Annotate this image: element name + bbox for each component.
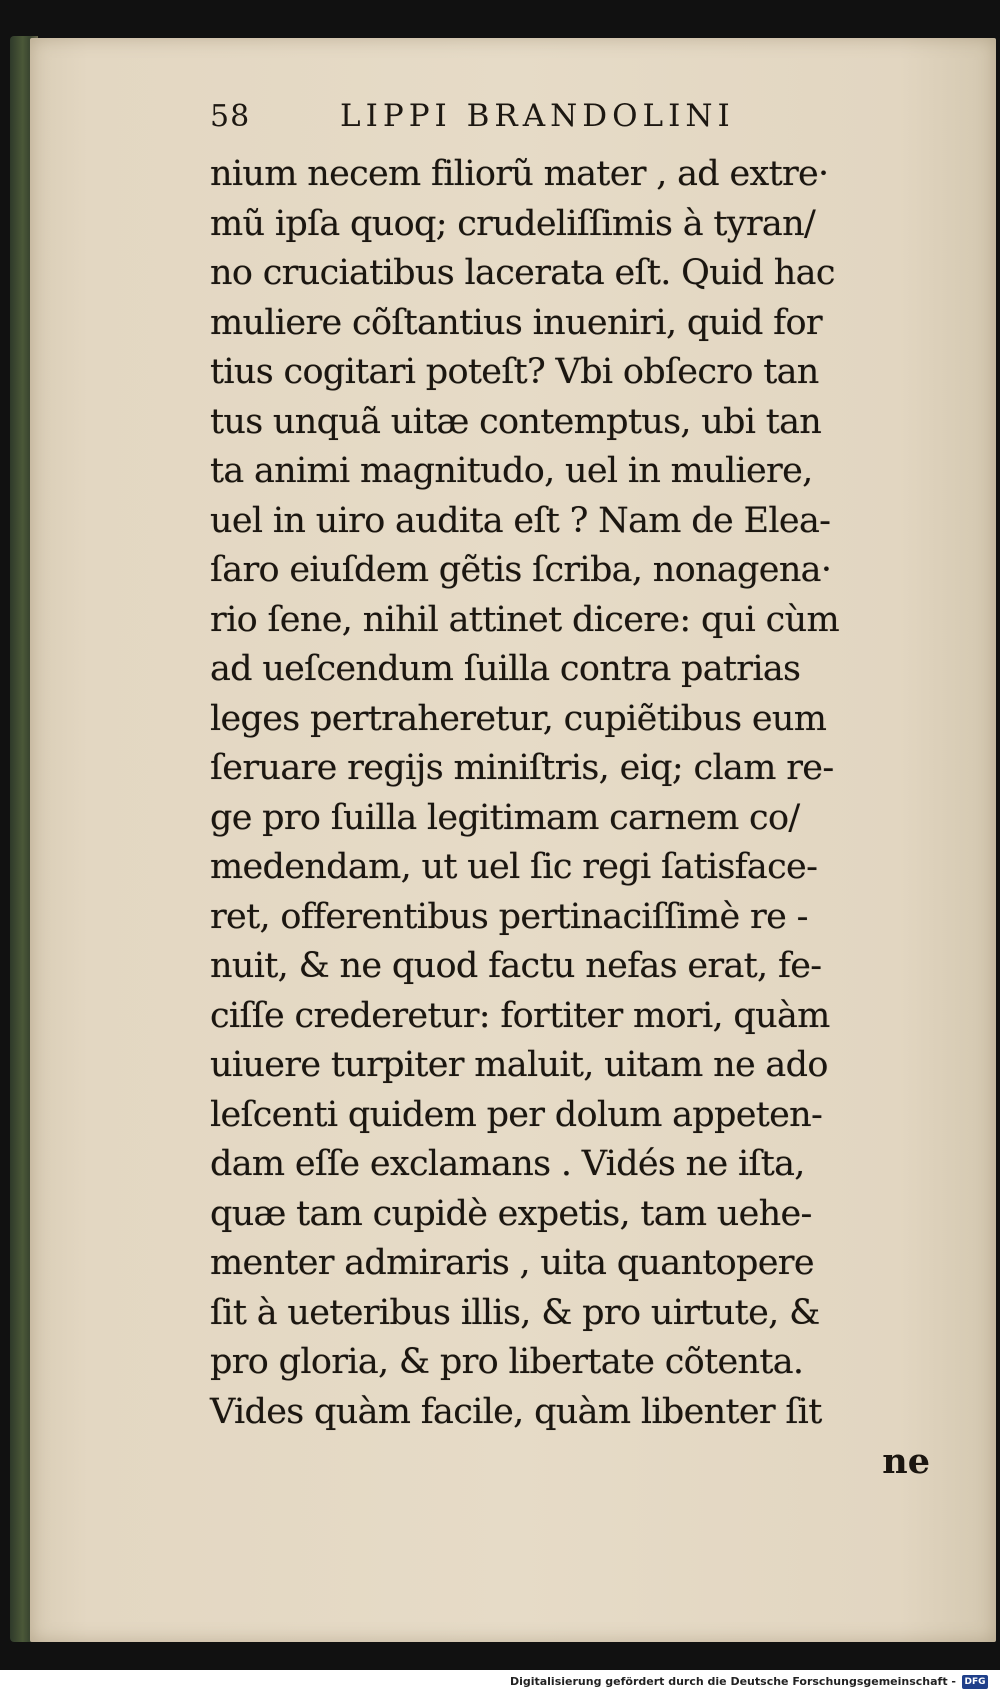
text-line: ret, offerentibus pertinaciſſimè re - (210, 896, 808, 937)
footer-bar (0, 1670, 1000, 1696)
text-line: pro gloria, & pro libertate cõtenta. (210, 1342, 804, 1382)
text-line: ge pro ſuilla legitimam carnem co/ (210, 797, 800, 838)
text-line: Vides quàm facile, quàm libenter ſit (210, 1391, 822, 1432)
text-line: tius cogitari poteſt? Vbi obſecro tan (210, 352, 819, 392)
text-line: muliere cõſtantius inueniri, quid for (210, 302, 822, 343)
page-number: 58 (210, 99, 251, 134)
text-line: menter admiraris , uita quantopere (210, 1243, 814, 1283)
text-line: ad ueſcendum ſuilla contra patrias (210, 649, 801, 689)
text-line: nium necem filiorũ mater , ad extre· (210, 154, 829, 194)
dfg-logo-icon: DFG (962, 1675, 988, 1689)
book-page (30, 38, 996, 1642)
text-line: ta animi magnitudo, uel in muliere, (210, 451, 813, 491)
text-line: rio ſene, nihil attinet dicere: qui cùm (210, 599, 839, 640)
text-line: mũ ipſa quoq; crudeliſſimis à tyran/ (210, 203, 816, 244)
text-line: medendam, ut uel ſic regi ſatisface- (210, 847, 818, 887)
text-line: ſit à ueteribus illis, & pro uirtute, & (210, 1292, 820, 1333)
text-line: dam eſſe exclamans . Vidés ne iſta, (210, 1144, 805, 1184)
text-line: no cruciatibus lacerata eſt. Quid hac (210, 253, 835, 293)
text-line: tus unquã uitæ contemptus, ubi tan (210, 401, 822, 442)
digitization-credit: Digitalisierung gefördert durch die Deutsche Forschungsgemeinschaft - (509, 1675, 956, 1688)
text-line: quæ tam cupidè expetis, tam uehe- (210, 1193, 812, 1234)
text-line: ciſſe crederetur: fortiter mori, quàm (210, 995, 830, 1036)
page-text-block (210, 98, 950, 1487)
catchword: ne (882, 1441, 930, 1482)
text-line: ſaro eiuſdem gẽtis ſcriba, nonagena· (210, 550, 832, 590)
running-head-title: LIPPI BRANDOLINI (340, 98, 735, 134)
text-line: leſcenti quidem per dolum appeten- (210, 1094, 823, 1135)
text-line: ſeruare regijs miniſtris, eiq; clam re- (210, 748, 834, 788)
text-line: nuit, & ne quod factu nefas erat, fe- (210, 946, 822, 986)
text-line: uiuere turpiter maluit, uitam ne ado (210, 1045, 828, 1085)
body-text (210, 150, 950, 1437)
text-line: uel in uiro audita eſt ? Nam de Elea- (210, 500, 831, 541)
text-line: leges pertraheretur, cupiẽtibus eum (210, 698, 827, 739)
running-head (210, 98, 950, 148)
